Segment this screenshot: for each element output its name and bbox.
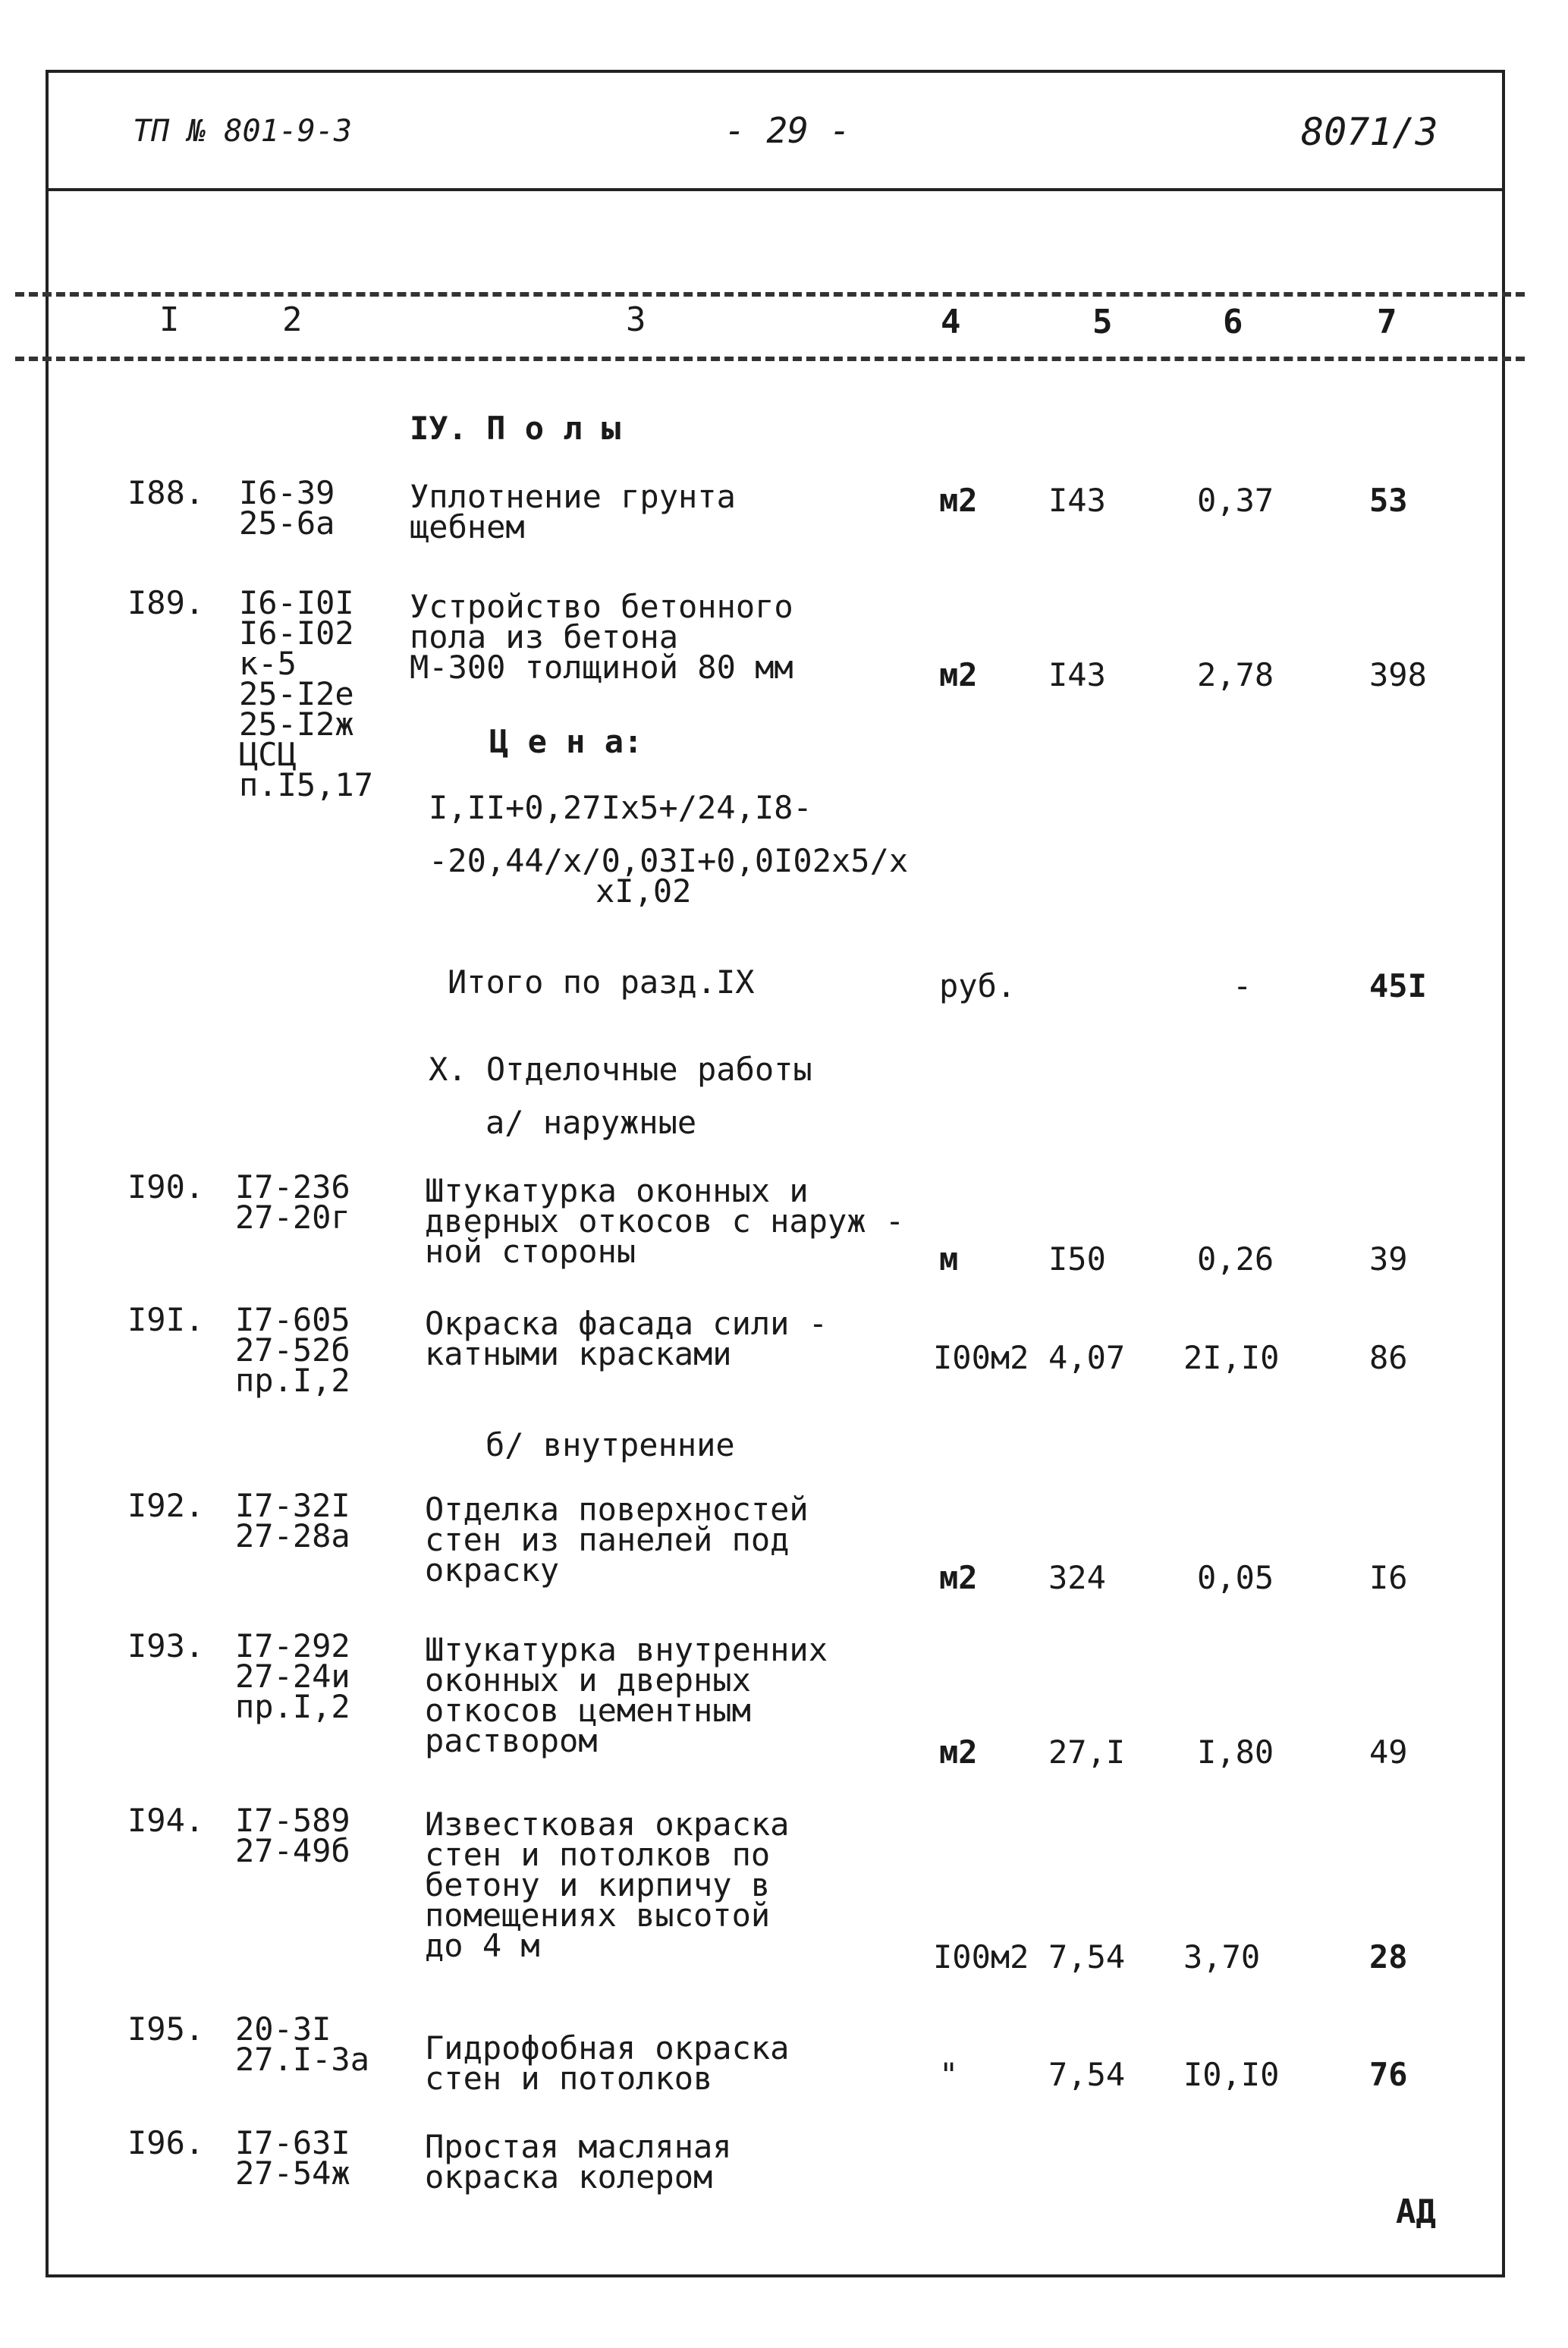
row-191-total: 86 xyxy=(1369,1339,1408,1376)
row-190-unit: м xyxy=(939,1240,959,1278)
row-188-num: I88. xyxy=(127,474,205,511)
row-193-code: I7-292 27-24и пр.I,2 xyxy=(235,1627,350,1725)
row-192-qty: 324 xyxy=(1048,1559,1106,1596)
row-195-total: 76 xyxy=(1369,2056,1408,2093)
row-194-code: I7-589 27-49б xyxy=(235,1802,350,1869)
row-191-unit: I00м2 xyxy=(933,1339,1029,1376)
row-192-unit: м2 xyxy=(939,1559,978,1596)
page-number: - 29 - xyxy=(724,110,851,151)
row-192-price: 0,05 xyxy=(1197,1559,1274,1596)
row-191-desc: Окраска фасада сили - катными красками xyxy=(425,1305,828,1372)
row-191-code: I7-605 27-52б пр.I,2 xyxy=(235,1301,350,1399)
section-total-label: Итого по разд.IХ xyxy=(448,963,755,1001)
row-194-price: 3,70 xyxy=(1183,1938,1261,1976)
col-header-4: 4 xyxy=(941,303,961,341)
row-193-price: I,80 xyxy=(1197,1733,1274,1771)
section-heading-floors: IУ. П о л ы xyxy=(410,410,621,447)
row-193-qty: 27,I xyxy=(1048,1733,1126,1771)
price-formula-line-3: хI,02 xyxy=(595,872,692,910)
row-193-desc: Штукатурка внутренних оконных и дверных откосов цементным раствором xyxy=(425,1631,828,1759)
row-188-code: I6-39 25-6а xyxy=(239,474,335,542)
col-header-5: 5 xyxy=(1092,303,1113,341)
row-189-qty: I43 xyxy=(1048,656,1106,693)
row-194-unit: I00м2 xyxy=(933,1938,1029,1976)
section-total-unit: руб. xyxy=(939,967,1017,1004)
row-194-qty: 7,54 xyxy=(1048,1938,1126,1976)
row-188-qty: I43 xyxy=(1048,482,1106,519)
col-header-1: I xyxy=(159,300,180,339)
signature-stamp: АД xyxy=(1396,2192,1436,2231)
col-header-2: 2 xyxy=(282,300,303,339)
row-188-price: 0,37 xyxy=(1197,482,1274,519)
row-188-desc: Уплотнение грунта щебнем xyxy=(410,478,736,545)
row-195-qty: 7,54 xyxy=(1048,2056,1126,2093)
row-191-num: I9I. xyxy=(127,1301,205,1338)
section-total-dash: - xyxy=(1233,967,1252,1004)
row-189-desc: Устройство бетонного пола из бетона М-300 толщиной 80 мм xyxy=(410,588,793,686)
row-189-code: I6-I0I I6-I02 к-5 25-I2е 25-I2ж ЦСЦ п.I5,17 xyxy=(239,584,374,803)
doc-code: ТП № 801-9-3 xyxy=(133,114,352,149)
row-193-unit: м2 xyxy=(939,1733,978,1771)
col-header-3: 3 xyxy=(626,300,646,339)
price-formula-line-1: I,II+0,27Iх5+/24,I8- xyxy=(429,789,812,826)
subsection-interior: б/ внутренние xyxy=(485,1426,735,1463)
row-190-code: I7-236 27-20г xyxy=(235,1168,350,1236)
row-194-num: I94. xyxy=(127,1802,205,1839)
section-heading-finishing: Х. Отделочные работы xyxy=(429,1051,812,1088)
column-header-rule-bottom xyxy=(15,357,1525,361)
column-header-rule-top xyxy=(15,292,1525,297)
row-195-price: I0,I0 xyxy=(1183,2056,1280,2093)
row-190-price: 0,26 xyxy=(1197,1240,1274,1278)
row-194-total: 28 xyxy=(1369,1938,1408,1976)
row-192-desc: Отделка поверхностей стен из панелей под окраску xyxy=(425,1491,809,1589)
row-195-num: I95. xyxy=(127,2010,205,2048)
row-189-unit: м2 xyxy=(939,656,978,693)
row-192-num: I92. xyxy=(127,1487,205,1524)
row-196-code: I7-63I 27-54ж xyxy=(235,2124,350,2192)
row-191-qty: 4,07 xyxy=(1048,1339,1126,1376)
row-193-total: 49 xyxy=(1369,1733,1408,1771)
row-189-total: 398 xyxy=(1369,656,1427,693)
row-195-desc: Гидрофобная окраска стен и потолков xyxy=(425,2029,790,2097)
row-195-code: 20-3I 27.I-3а xyxy=(235,2010,370,2078)
row-190-qty: I50 xyxy=(1048,1240,1106,1278)
row-190-total: 39 xyxy=(1369,1240,1408,1278)
row-189-num: I89. xyxy=(127,584,205,621)
subsection-exterior: а/ наружные xyxy=(485,1104,697,1141)
header-divider xyxy=(46,188,1505,191)
row-196-desc: Простая масляная окраска колером xyxy=(425,2128,732,2196)
col-header-6: 6 xyxy=(1223,303,1243,341)
row-192-code: I7-32I 27-28а xyxy=(235,1487,350,1554)
row-188-total: 53 xyxy=(1369,482,1408,519)
row-191-price: 2I,I0 xyxy=(1183,1339,1280,1376)
row-193-num: I93. xyxy=(127,1627,205,1664)
price-formula-line-2: -20,44/х/0,03I+0,0I02х5/х xyxy=(429,842,909,879)
row-192-total: I6 xyxy=(1369,1559,1408,1596)
row-189-price: 2,78 xyxy=(1197,656,1274,693)
sheet-code: 8071/3 xyxy=(1301,110,1438,154)
row-195-unit: " xyxy=(939,2056,959,2093)
row-190-desc: Штукатурка оконных и дверных откосов с наруж - ной стороны xyxy=(425,1172,905,1270)
price-label: Ц е н а: xyxy=(489,723,643,760)
row-194-desc: Известковая окраска стен и потолков по бетону и кирпичу в помещениях высотой до 4 м xyxy=(425,1806,790,1964)
row-196-num: I96. xyxy=(127,2124,205,2161)
row-188-unit: м2 xyxy=(939,482,978,519)
row-190-num: I90. xyxy=(127,1168,205,1205)
section-total-value: 45I xyxy=(1369,967,1427,1004)
col-header-7: 7 xyxy=(1377,303,1397,341)
